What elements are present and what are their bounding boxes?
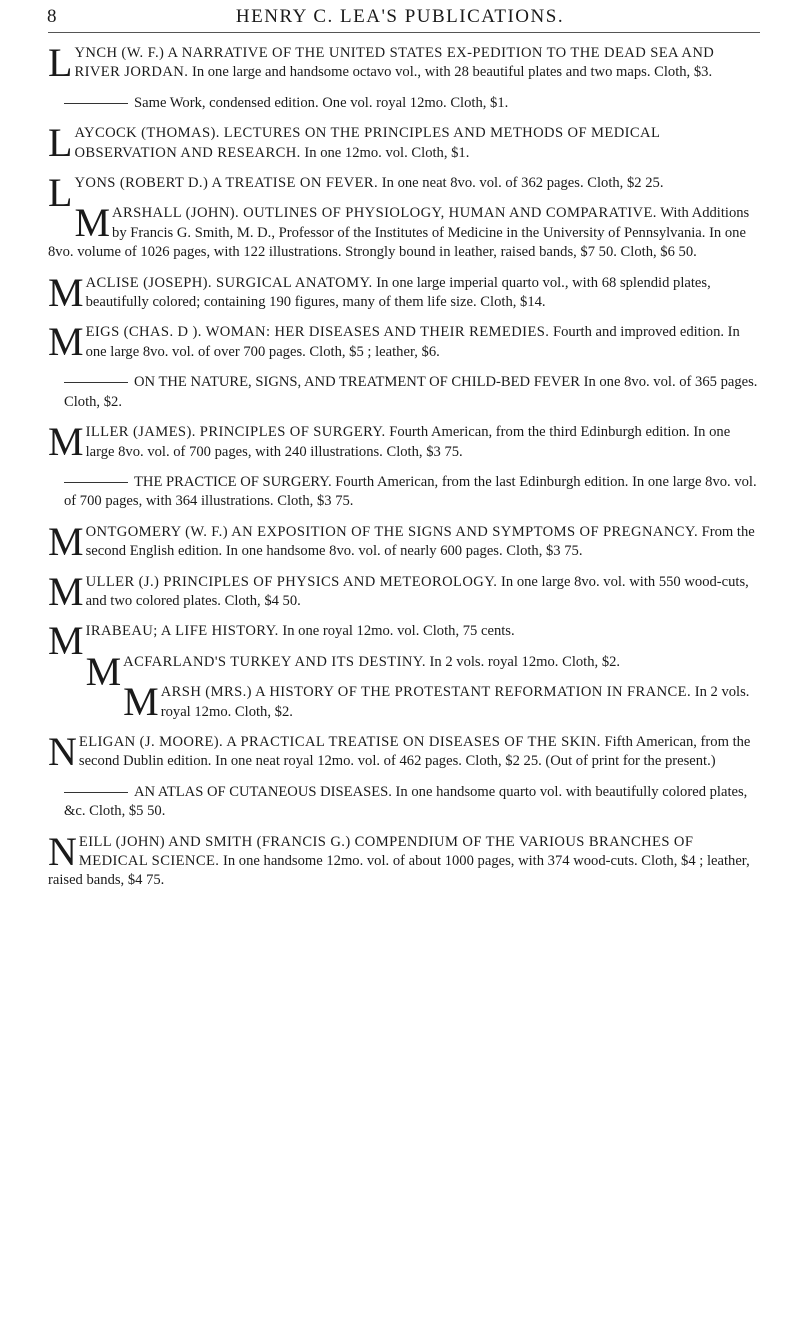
drop-cap: N	[48, 828, 77, 874]
entry-heading: ILLER (JAMES). PRINCIPLES OF SURGERY.	[85, 424, 386, 441]
catalog-entry	[48, 419, 760, 465]
catalog-entry	[48, 828, 760, 891]
ditto-rule	[64, 792, 128, 793]
ditto-rule	[64, 382, 128, 383]
header-rule	[48, 32, 760, 33]
entry-heading: ACFARLAND'S TURKEY AND ITS DESTINY.	[123, 653, 426, 670]
catalog-entry	[48, 40, 760, 85]
drop-cap: M	[74, 200, 111, 246]
running-head: HENRY C. LEA'S PUBLICATIONS.	[235, 6, 565, 27]
catalog-entry	[48, 200, 760, 262]
drop-cap: N	[48, 728, 77, 774]
entry-heading: IRABEAU; A LIFE HISTORY.	[85, 623, 279, 640]
entry-sub-item	[48, 373, 760, 412]
entry-body: In one large and handsome octavo vol., with 28 beautiful plates and two maps. Cloth, $3.	[191, 64, 713, 81]
entry-body: In one large imperial quarto vol., with 68 splendid plates, beautifully colored; containing 190 figures, many of them life size. Cloth, $14.	[85, 274, 711, 311]
entry-body: Fourth and improved edition. In one large 8vo. vol. of over 700 pages. Cloth, $5 ; leather, $6.	[85, 324, 740, 360]
drop-cap: L	[48, 120, 73, 166]
ditto-rule	[64, 482, 128, 483]
entry-heading: EILL (JOHN) AND SMITH (FRANCIS G.) COMPENDIUM OF THE VARIOUS BRANCHES OF MEDICAL SCIENCE.	[78, 833, 694, 869]
entry-heading: ACLISE (JOSEPH). SURGICAL ANATOMY.	[85, 274, 373, 291]
page-number: 8	[47, 6, 57, 27]
entry-body: In one handsome 12mo. vol. of about 1000 pages, with 374 wood-cuts. Cloth, $4 ; leather, raised bands, $4 75.	[48, 853, 750, 889]
catalog-list	[48, 40, 760, 902]
catalog-entry	[48, 120, 760, 166]
drop-cap: L	[48, 170, 73, 216]
entry-heading: YONS (ROBERT D.) A TREATISE ON FEVER.	[74, 175, 379, 192]
entry-body: In one 12mo. vol. Cloth, $1.	[304, 144, 470, 161]
entry-heading: AYCOCK (THOMAS). LECTURES ON THE PRINCIPLES AND METHODS OF MEDICAL OBSERVATION AND RESEARCH.	[74, 125, 660, 161]
catalog-entry	[48, 319, 760, 365]
entry-heading: ARSHALL (JOHN). OUTLINES OF PHYSIOLOGY, HUMAN AND COMPARATIVE.	[112, 205, 657, 222]
entry-body: In 2 vols. royal 12mo. Cloth, $2.	[429, 653, 621, 670]
entry-body: In one royal 12mo. vol. Cloth, 75 cents.	[282, 623, 515, 640]
page-header	[0, 0, 800, 40]
drop-cap: M	[48, 568, 84, 614]
sub-item-text: ON THE NATURE, SIGNS, AND TREATMENT OF CHILD-BED FEVER In one 8vo. vol. of 365 pages. Cloth, $2.	[64, 374, 758, 410]
drop-cap: M	[85, 648, 122, 694]
entry-body: In one neat 8vo. vol. of 362 pages. Cloth, $2 25.	[381, 175, 664, 192]
catalog-entry	[48, 568, 760, 614]
catalog-entry	[48, 269, 760, 315]
entry-sub-item	[48, 783, 760, 822]
entry-heading: ELIGAN (J. MOORE). A PRACTICAL TREATISE ON DISEASES OF THE SKIN.	[78, 733, 601, 750]
entry-heading: ONTGOMERY (W. F.) AN EXPOSITION OF THE SIGNS AND SYMPTOMS OF PREGNANCY.	[85, 523, 698, 540]
entry-sub-item	[48, 473, 760, 512]
drop-cap: M	[123, 679, 159, 725]
entry-heading: ULLER (J.) PRINCIPLES OF PHYSICS AND METEOROLOGY.	[85, 573, 498, 590]
catalog-entry	[48, 518, 760, 564]
entry-body: With Additions by Francis G. Smith, M. D., Professor of the Institutes of Medicine in the University of Pennsylvania. In one 8vo. volume of 1026 pages, with 122 illustrations. Strongly bound in leather, raised bands, $7 50. Cloth, $6 50.	[48, 205, 750, 261]
entry-body: In one large 8vo. vol. with 550 wood-cuts, and two colored plates. Cloth, $4 50.	[85, 573, 749, 609]
catalog-entry	[48, 728, 760, 774]
entry-heading: ARSH (MRS.) A HISTORY OF THE PROTESTANT REFORMATION IN FRANCE.	[160, 684, 692, 701]
catalog-entry	[48, 679, 760, 725]
entry-body: Fifth American, from the second Dublin edition. In one neat royal 12mo. vol. of 462 pages. Cloth, $2 25. (Out of print for the present.)	[78, 733, 751, 770]
sub-item-text: AN ATLAS OF CUTANEOUS DISEASES. In one handsome quarto vol. with beautifully colored plates, &c. Cloth, $5 50.	[64, 783, 748, 820]
entry-body: From the second English edition. In one handsome 8vo. vol. of nearly 600 pages. Cloth, $3 75.	[85, 523, 755, 560]
entry-body: In 2 vols. royal 12mo. Cloth, $2.	[160, 684, 750, 720]
entry-sub-item	[48, 94, 760, 113]
drop-cap: M	[48, 319, 84, 365]
drop-cap: M	[48, 419, 84, 465]
drop-cap: M	[48, 269, 84, 315]
drop-cap: M	[48, 618, 84, 664]
entry-heading: YNCH (W. F.) A NARRATIVE OF THE UNITED STATES EX-PEDITION TO THE DEAD SEA AND RIVER JORDAN.	[74, 45, 715, 81]
drop-cap: L	[48, 40, 73, 85]
entry-body: Fourth American, from the third Edinburgh edition. In one large 8vo. vol. of 700 pages, with 240 illustrations. Cloth, $3 75.	[85, 424, 731, 460]
sub-item-text: Same Work, condensed edition. One vol. royal 12mo. Cloth, $1.	[134, 94, 509, 111]
ditto-rule	[64, 103, 128, 104]
sub-item-text: THE PRACTICE OF SURGERY. Fourth American, from the last Edinburgh edition. In one large 8vo. vol. of 700 pages, with 364 illustrations. Cloth, $3 75.	[64, 473, 757, 510]
entry-heading: EIGS (CHAS. D ). WOMAN: HER DISEASES AND THEIR REMEDIES.	[85, 324, 550, 341]
drop-cap: M	[48, 518, 84, 564]
